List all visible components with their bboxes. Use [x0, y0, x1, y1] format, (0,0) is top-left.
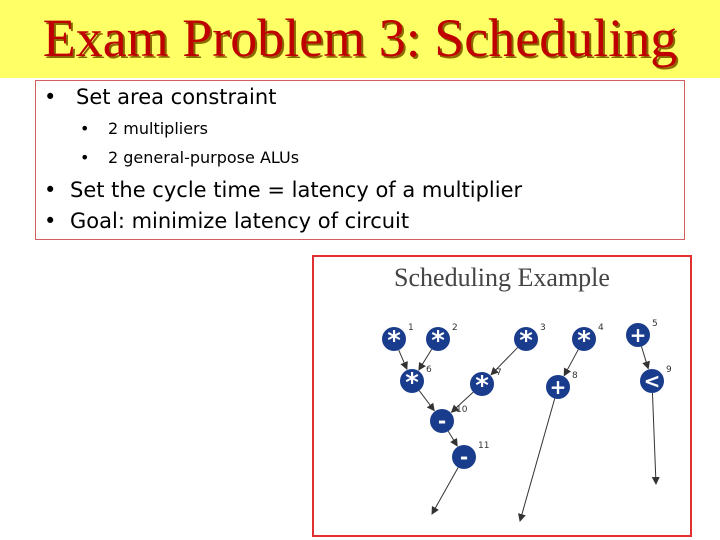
node-number: 7	[496, 368, 502, 378]
node-9	[640, 365, 672, 393]
node-6	[400, 365, 432, 398]
node-5	[626, 319, 658, 347]
node-10	[430, 405, 468, 433]
node-op: *	[431, 326, 445, 356]
node-op: *	[577, 326, 591, 356]
node-3	[514, 323, 546, 356]
bullet-text: Set the cycle time = latency of a multiplier	[70, 178, 523, 202]
node-1	[382, 323, 414, 356]
node-number: 3	[540, 323, 546, 333]
node-number: 2	[452, 323, 458, 333]
node-2	[426, 323, 458, 356]
edge-8-out	[520, 399, 555, 521]
node-number: 4	[598, 323, 604, 333]
bullet-area-constraint	[44, 85, 276, 109]
node-number: 8	[572, 371, 578, 381]
bullet-marker: •	[44, 85, 57, 109]
node-op: *	[405, 368, 419, 398]
node-op: <	[643, 369, 661, 393]
bullet-cycle-time	[44, 178, 522, 202]
bullet-marker: •	[44, 209, 57, 233]
node-op: *	[519, 326, 533, 356]
diagram-title: Scheduling Example	[394, 263, 610, 292]
bullet-text: Goal: minimize latency of circuit	[70, 209, 410, 233]
node-op: -	[437, 409, 447, 433]
sub-bullet-multipliers	[80, 119, 208, 138]
node-8	[546, 371, 578, 399]
node-number: 1	[408, 323, 414, 333]
edge-10-11	[448, 431, 457, 446]
bullet-marker: •	[80, 119, 90, 138]
edge-11-out	[432, 467, 458, 514]
bullet-marker: •	[44, 178, 57, 202]
node-number: 9	[666, 365, 672, 375]
bullet-marker: •	[80, 148, 90, 167]
sub-bullet-alus	[80, 148, 299, 167]
node-4	[572, 323, 604, 356]
bullet-text: 2 general-purpose ALUs	[108, 148, 300, 167]
bullet-text: Set area constraint	[76, 85, 277, 109]
node-op: +	[629, 323, 647, 347]
node-op: -	[459, 445, 469, 469]
bullet-text: 2 multipliers	[108, 119, 208, 138]
node-op: *	[475, 371, 489, 401]
node-number: 10	[456, 405, 468, 415]
node-number: 6	[426, 365, 432, 375]
node-11	[452, 441, 489, 469]
node-number: 11	[478, 441, 490, 451]
edge-6-10	[419, 391, 434, 411]
scheduling-diagram	[312, 255, 692, 537]
bullet-box	[35, 80, 685, 240]
edge-9-out	[652, 393, 656, 484]
slide-title: Exam Problem 3: Scheduling	[42, 8, 678, 68]
bullet-goal	[44, 209, 409, 233]
node-op: *	[387, 326, 401, 356]
edge-5-9	[641, 346, 648, 368]
node-7	[470, 368, 502, 401]
node-op: +	[549, 375, 567, 399]
node-number: 5	[652, 319, 658, 329]
dataflow-graph	[314, 257, 690, 535]
